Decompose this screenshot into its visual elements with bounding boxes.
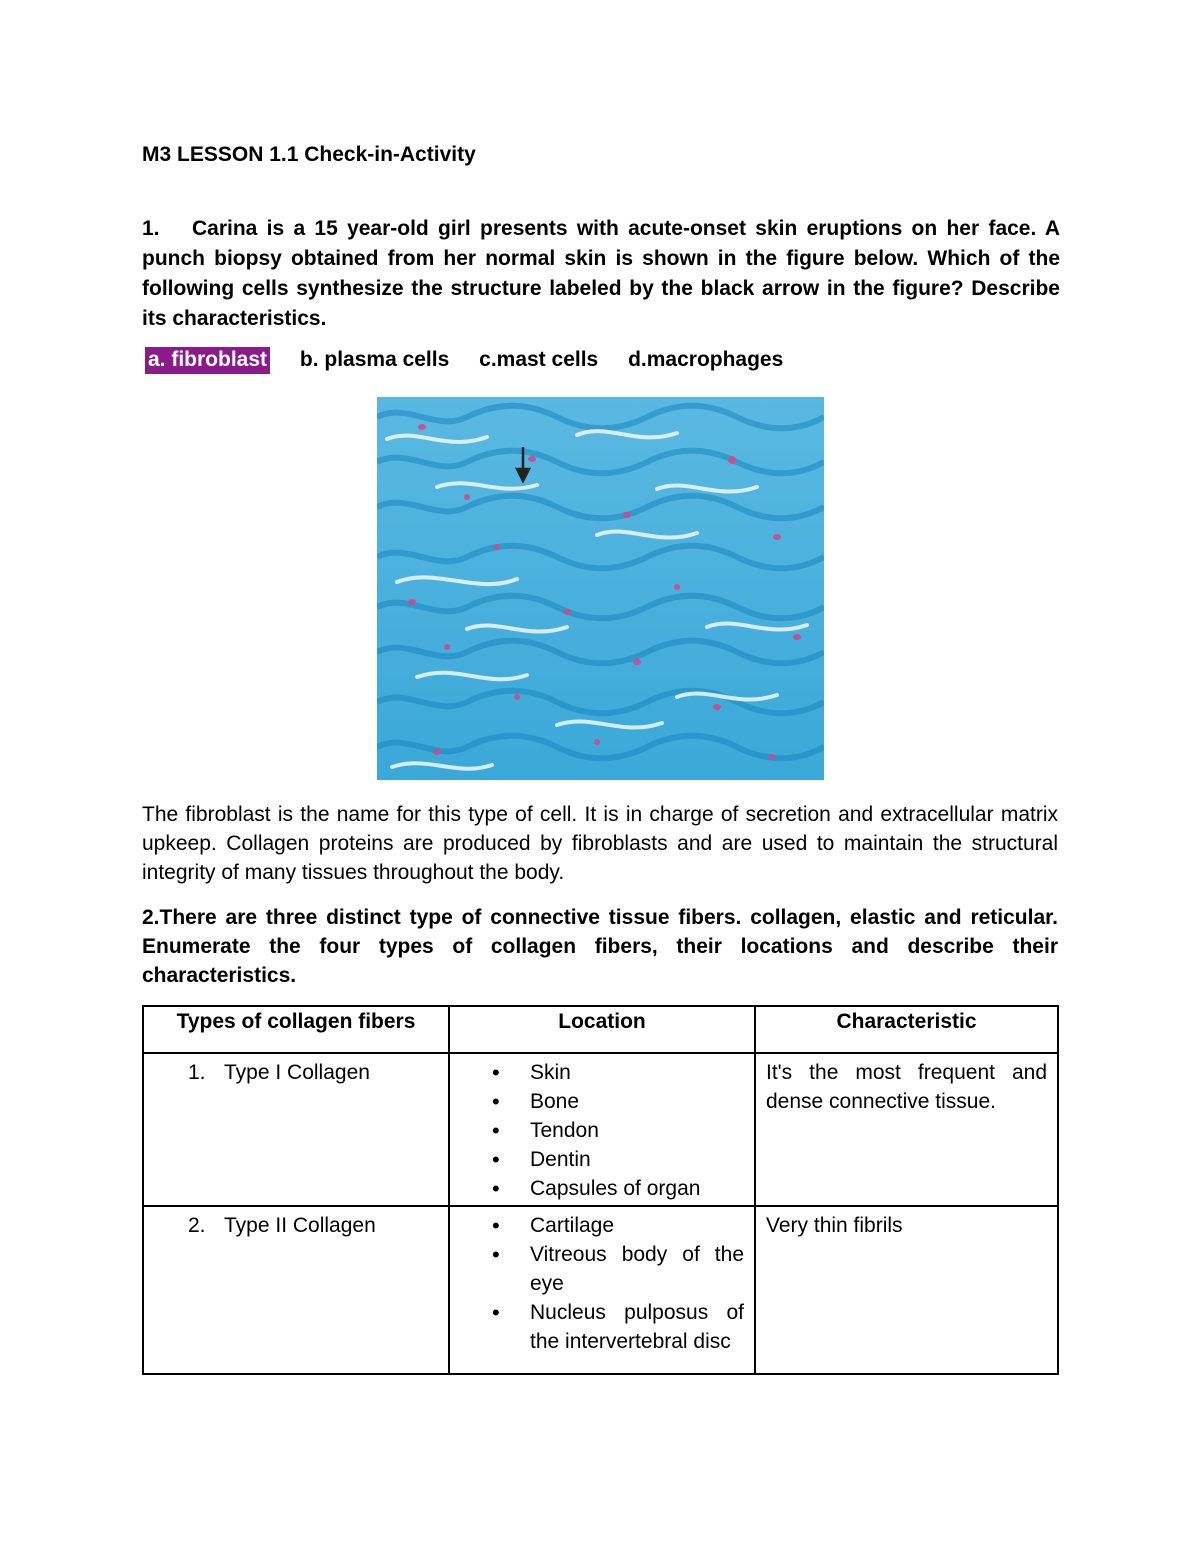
- characteristic-text: It's the most frequent and dense connective tissue.: [766, 1061, 1047, 1113]
- question-2: 2.There are three distinct type of connective tissue fibers. collagen, elastic and reticular. Enumerate the four types of collagen fibers, their locations and describe their characteristics.: [142, 906, 1058, 987]
- header-location: Location: [449, 1006, 755, 1053]
- table-header-row: [143, 1006, 1058, 1053]
- header-types: Types of collagen fibers: [143, 1006, 449, 1053]
- characteristic-cell: [755, 1053, 1058, 1206]
- page-title: M3 LESSON 1.1 Check-in-Activity: [142, 143, 476, 166]
- type-cell: [143, 1206, 449, 1374]
- collagen-types-table: [142, 1005, 1059, 1375]
- location-item: • Dentin: [530, 1145, 744, 1174]
- type-number: 2.: [188, 1214, 206, 1237]
- table-row: [143, 1053, 1058, 1206]
- option-c: c.mast cells: [479, 348, 599, 371]
- option-d: d.macrophages: [628, 348, 784, 371]
- location-item: • Nucleus pulposus of the intervertebral disc: [530, 1298, 744, 1356]
- type-name: Type II Collagen: [224, 1214, 376, 1237]
- location-cell: [449, 1206, 755, 1374]
- option-b: b. plasma cells: [299, 348, 450, 371]
- table-row: [143, 1206, 1058, 1374]
- location-item: • Vitreous body of the eye: [530, 1240, 744, 1298]
- location-item: • Capsules of organ: [530, 1174, 744, 1203]
- question-1-text: Carina is a 15 year-old girl presents with acute-onset skin eruptions on her face. A punch biopsy obtained from her normal skin is shown in the figure below. Which of the following cells synthesize the structure labeled by the black arrow in the figure? Describe its characteristics.: [142, 217, 1060, 330]
- question-1-options: [145, 348, 783, 372]
- location-item: • Bone: [530, 1087, 744, 1116]
- location-item: • Tendon: [530, 1116, 744, 1145]
- location-cell: [449, 1053, 755, 1206]
- question-1-number: 1.: [142, 217, 160, 240]
- type-number: 1.: [188, 1061, 206, 1084]
- type-name: Type I Collagen: [224, 1061, 370, 1084]
- option-a-selected: a. fibroblast: [145, 347, 270, 374]
- characteristic-cell: [755, 1206, 1058, 1374]
- type-cell: [143, 1053, 449, 1206]
- header-characteristic: Characteristic: [755, 1006, 1058, 1053]
- question-1-answer: The fibroblast is the name for this type of cell. It is in charge of secretion and extracellular matrix upkeep. Collagen proteins are produced by fibroblasts and are used to maintain the structural integrity of many tissues throughout the body.: [142, 803, 1058, 884]
- histology-micrograph-icon: [377, 397, 824, 780]
- question-1: [142, 214, 1060, 334]
- location-item: • Cartilage: [530, 1211, 744, 1240]
- characteristic-text: Very thin fibrils: [766, 1214, 903, 1237]
- location-item: • Skin: [530, 1058, 744, 1087]
